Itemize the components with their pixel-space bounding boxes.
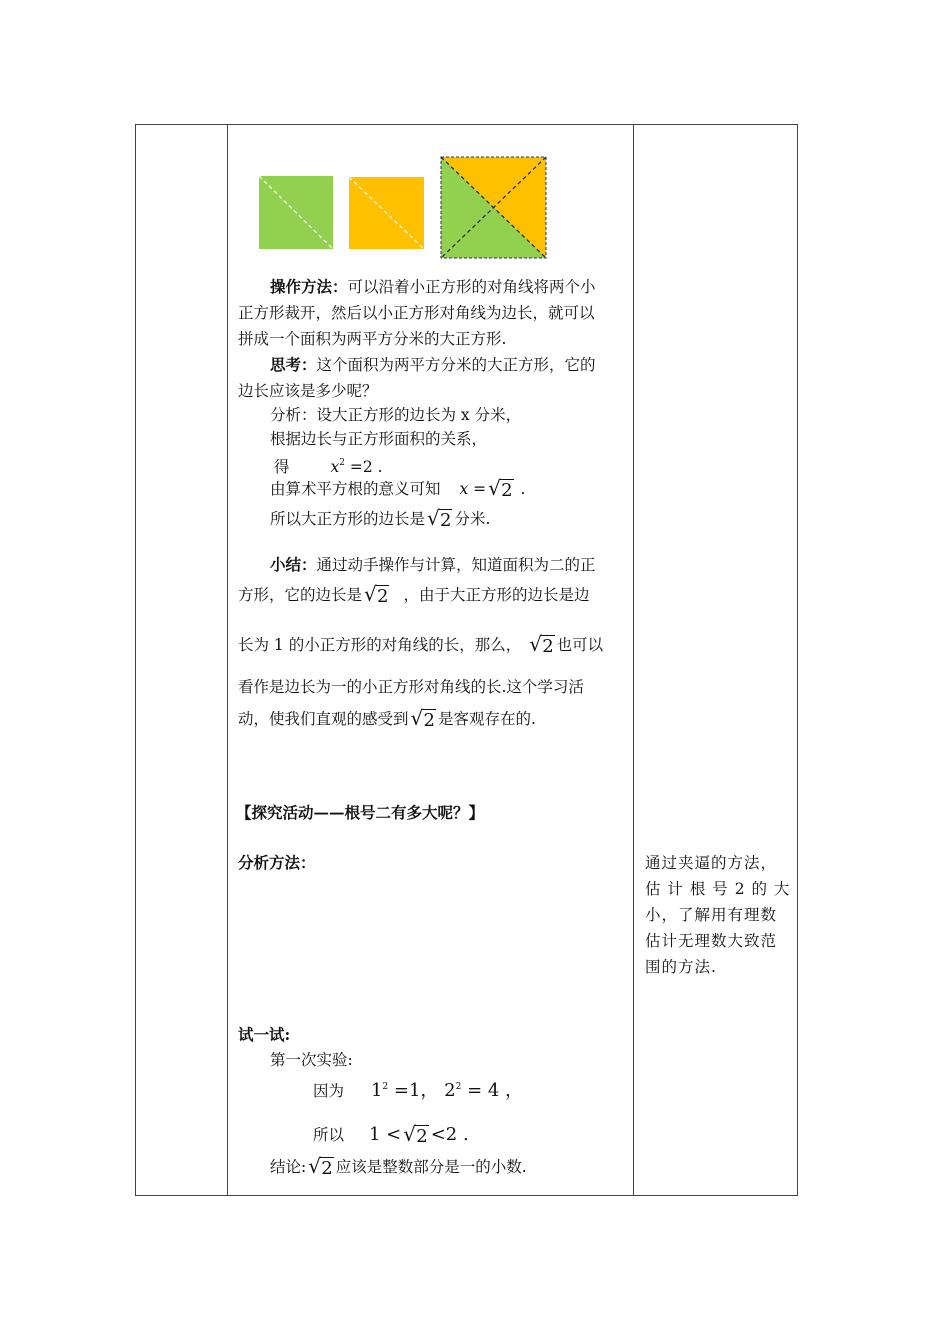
think-line-2: 边长应该是多少呢？ — [238, 382, 378, 400]
column-divider-1 — [227, 125, 228, 1195]
think-line-1: 思考：这个面积为两平方分米的大正方形，它的 — [270, 355, 596, 374]
analysis-line-4: 由算术平方根的意义可知 x = √ 2 . — [270, 476, 526, 501]
analysis-line-2: 根据边长与正方形面积的关系， — [270, 430, 488, 448]
summary-line-2: 方形，它的边长是 √ 2 ，由于大正方形的边长是边 — [238, 582, 590, 607]
side-note-line-3: 小，了解用有理数 — [645, 906, 778, 924]
explore-heading: 【探究活动——根号二有多大呢？】 — [236, 803, 485, 822]
trial-so: 所以 1 < √ 2 <2 . — [313, 1122, 469, 1147]
summary-line-4: 看作是边长为一的小正方形对角线的长.这个学习活 — [238, 678, 584, 696]
sqrt-symbol: √ 2 — [488, 476, 513, 501]
summary-line-3: 长为 1 的小正方形的对角线的长，那么， √ 2 也可以 — [238, 632, 604, 657]
trial-because: 因为 $1^2 =1$， $2^2 = 4$ ， — [313, 1080, 524, 1101]
trial-label: 试一试: — [238, 1025, 291, 1044]
side-note-line-2: 估 计 根 号 2 的 大 — [645, 880, 791, 898]
summary-line-1: 小结：通过动手操作与计算，知道面积为二的正 — [270, 555, 596, 574]
side-note-line-4: 估计无理数大致范 — [645, 932, 778, 950]
analysis-line-5: 所以大正方形的边长是 √ 2 分米. — [270, 506, 491, 531]
sqrt-symbol: √ 2 — [410, 706, 435, 731]
sqrt-symbol: √ 2 — [403, 1122, 428, 1147]
side-note-line-1: 通过夹逼的方法， — [645, 854, 778, 872]
trial-first: 第一次实验: — [270, 1051, 353, 1069]
sqrt-symbol: √ 2 — [529, 632, 554, 657]
side-note-line-5: 围的方法. — [645, 958, 717, 976]
analysis-method-label: 分析方法： — [238, 853, 316, 872]
column-divider-2 — [633, 125, 634, 1195]
analysis-line-1: 分析：设大正方形的边长为 x 分米， — [270, 406, 522, 424]
summary-line-5: 动，使我们直观的感受到 √ 2 是客观存在的. — [238, 706, 536, 731]
method-line-2: 正方形裁开，然后以小正方形对角线为边长，就可以 — [238, 304, 595, 322]
sqrt-symbol: √ 2 — [364, 582, 389, 607]
trial-conclusion: 结论: √ 2 应该是整数部分是一的小数. — [270, 1154, 527, 1179]
squares-figure — [250, 150, 560, 265]
sqrt-symbol: √ 2 — [427, 506, 452, 531]
method-line-1: 操作方法：可以沿着小正方形的对角线将两个小 — [270, 277, 596, 296]
method-line-3: 拼成一个面积为两平方分米的大正方形. — [238, 330, 507, 348]
analysis-line-3: 得 $x^2 =2$ . — [274, 458, 383, 476]
sqrt-symbol: √ 2 — [308, 1154, 333, 1179]
side-note — [645, 850, 793, 980]
